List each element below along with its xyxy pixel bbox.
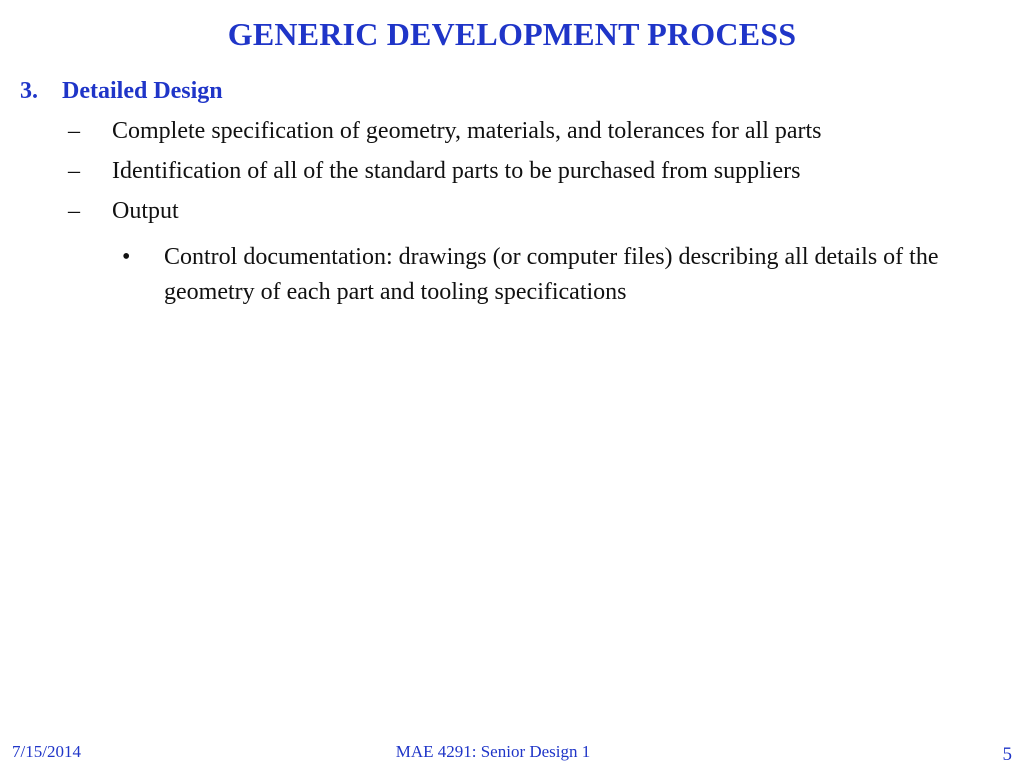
list-item-text: Identification of all of the standard parts to be purchased from suppliers (112, 158, 801, 184)
list-item (68, 198, 179, 225)
list-item-text: Output (112, 198, 179, 224)
section-number: 3. (20, 78, 38, 104)
section-heading (20, 78, 223, 105)
footer-date: 7/15/2014 (12, 742, 81, 761)
dash-marker: – (68, 118, 80, 144)
bullet-marker: • (122, 244, 131, 270)
dash-marker: – (68, 158, 80, 184)
list-item (68, 158, 800, 185)
section-heading-text: Detailed Design (62, 78, 223, 104)
sub-list-item-text: Control documentation: drawings (or computer files) describing all details of the geometry of each part and tooling specifications (164, 244, 939, 305)
dash-marker: – (68, 198, 80, 224)
slide-title: GENERIC DEVELOPMENT PROCESS (227, 16, 797, 52)
sub-list-item (122, 240, 942, 310)
list-item (68, 118, 822, 145)
list-item-text: Complete specification of geometry, materials, and tolerances for all parts (112, 118, 822, 144)
footer-course: MAE 4291: Senior Design 1 (395, 742, 591, 761)
page-number: 5 (1002, 744, 1012, 765)
